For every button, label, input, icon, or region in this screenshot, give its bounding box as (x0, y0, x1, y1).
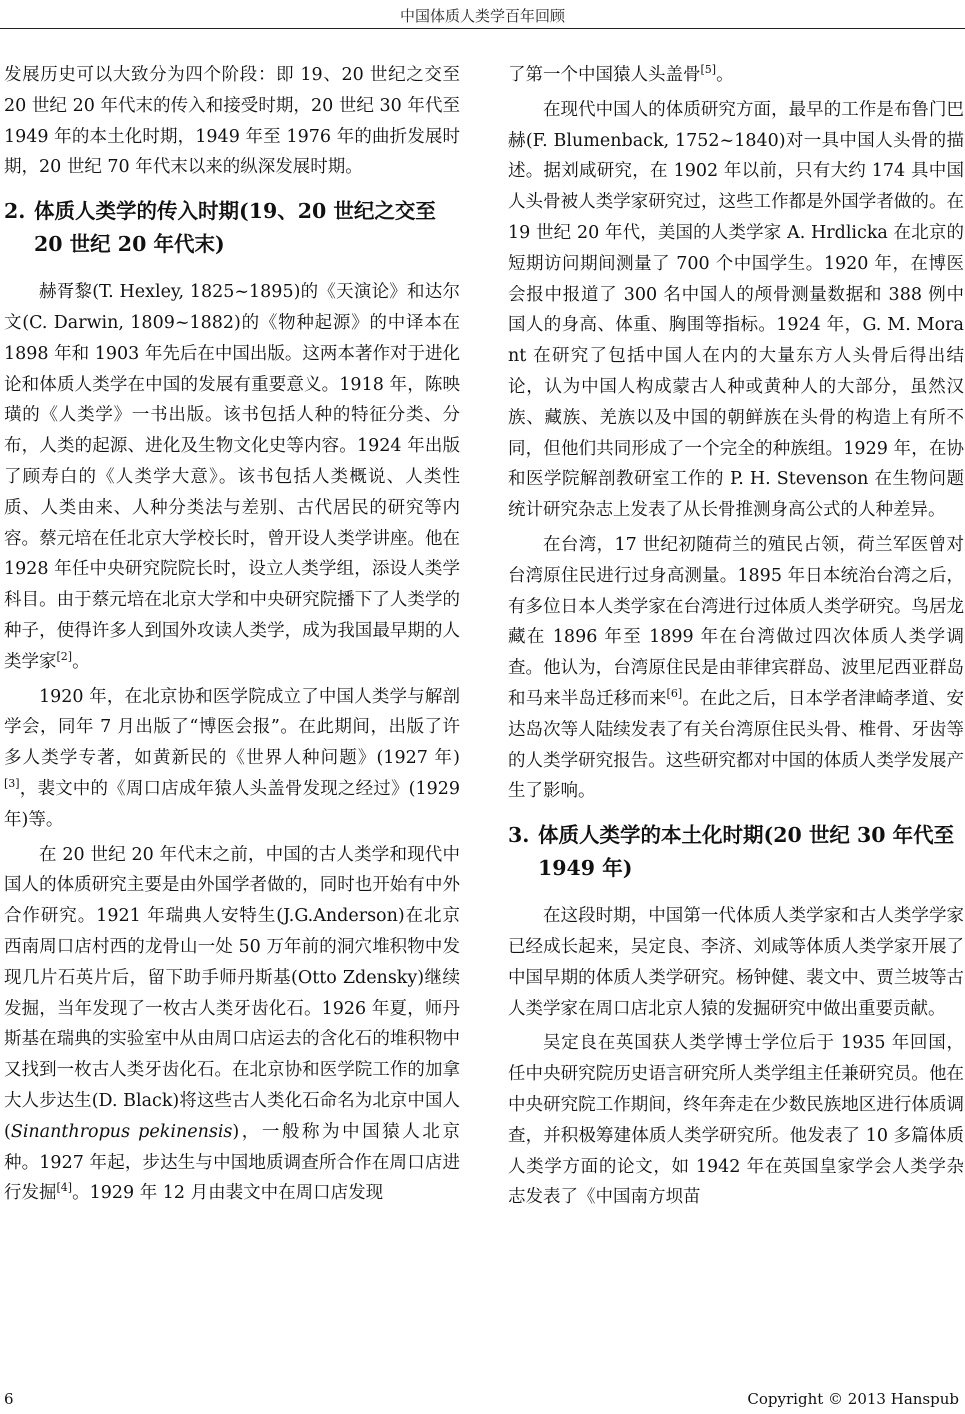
section-2-title: 体质人类学的传入时期(19、20 世纪之交至 20 世纪 20 年代末) (34, 199, 436, 257)
paragraph-wu-dingliang: 吴定良在英国获人类学博士学位后于 1935 年回国，任中央研究院历史语言研究所人类学组主任兼研究员。他在中央研究院工作期间，终年奔走在少数民族地区进行体质调查，并积极筹建体质人类学研究所。他发表了 10 多篇体质人类学方面的论文，如 1942 年在英国皇家学会人类学杂志发表了《中国南方坝苗 (508, 1033, 964, 1208)
header-rule (0, 28, 965, 29)
copyright-notice: Copyright © 2013 Hanspub (747, 1390, 959, 1408)
citation-ref: [6] (666, 686, 683, 700)
paragraph-society: 1920 年，在北京协和医学院成立了中国人类学与解剖学会，同年 7 月出版了“博医会报”。在此期间，出版了许多人类学专著，如黄新民的《世界人种问题》(1927 年)[3]，裴文中的《周口店成年猿人头盖骨发现之经过》(1929 年)等。 (4, 686, 460, 830)
paragraph-continued: 了第一个中国猿人头盖骨[5]。 (508, 63, 734, 85)
citation-ref: [2] (56, 649, 73, 663)
paragraph-taiwan: 在台湾，17 世纪初随荷兰的殖民占领，荷兰军医曾对台湾原住民进行过身高测量。1895 年日本统治台湾之后，有多位日本人类学家在台湾进行过体质人类学研究。鸟居龙藏在 1896 年至 1899 年在台湾做过四次体质人类学调查。他认为，台湾原住民是由菲律宾群岛、波里尼西亚群岛和马来半岛迁移而来[6]。在此之后，日本学者津崎孝道、安达岛次等人陆续发表了有关台湾原住民头骨、椎骨、牙齿等的人类学研究报告。这些研究都对中国的体质人类学发展产生了影响。 (508, 534, 964, 802)
paragraph-zhoukoudian: 在 20 世纪 20 年代末之前，中国的古人类学和现代中国人的体质研究主要是由外国学者做的，同时也开始有中外合作研究。1921 年瑞典人安特生(J.G.Anderson)在北京西南周口店村西的龙骨山一处 50 万年前的洞穴堆积物中发现几片石英片后，留下助手师丹斯基(Otto Zdensky)继续发掘，当年发现了一枚古人类牙齿化石。1926 年夏，师丹斯基在瑞典的实验室中从由周口店运去的含化石的堆积物中又找到一枚古人类牙齿化石。在北京协和医学院工作的加拿大人步达生(D. Black)将这些古人类化石命名为北京中国人(Sinanthropus pekinensis)，一般称为中国猿人北京种。1927 年起，步达生与中国地质调查所合作在周口店进行发掘[4]。1929 年 12 月由裴文中在周口店发现 (4, 844, 461, 1204)
section-3-heading (508, 819, 964, 885)
page-number: 6 (4, 1390, 14, 1408)
species-name-italic: Sinanthropus pekinensis (10, 1121, 233, 1142)
section-3-title: 体质人类学的本土化时期(20 世纪 30 年代至 1949 年) (538, 823, 955, 881)
intro-paragraph: 发展历史可以大致分为四个阶段：即 19、20 世纪之交至 20 世纪 20 年代末的传入和接受时期，20 世纪 30 年代至 1949 年的本土化时期，1949 年至 1976 年的曲折发展时期，20 世纪 70 年代末以来的纵深发展时期。 (4, 65, 460, 178)
section-3-number: 3. (508, 823, 530, 848)
paragraph-translations: 赫胥黎(T. Hexley, 1825~1895)的《天演论》和达尔文(C. Darwin, 1809~1882)的《物种起源》的中译本在 1898 年和 1903 年先后在中国出版。这两本著作对于进化论和体质人类学在中国的发展有重要意义。1918 年，陈映璜的《人类学》一书出版。该书包括人种的特征分类、分布，人类的起源、进化及生物文化史等内容。1924 年出版了顾寿白的《人类学大意》。该书包括人类概说、人类性质、人类由来、人种分类法与差别、古代居民的研究等内容。蔡元培在任北京大学校长时，曾开设人类学讲座。他在 1928 年任中央研究院院长时，设立人类学组，添设人类学科目。由于蔡元培在北京大学和中央研究院播下了人类学的种子，使得许多人到国外攻读人类学，成为我国最早期的人类学家[2]。 (4, 282, 460, 672)
running-title: 中国体质人类学百年回顾 (399, 7, 565, 25)
citation-ref: [3] (4, 776, 20, 790)
paragraph-first-generation: 在这段时期，中国第一代体质人类学家和古人类学学家已经成长起来，吴定良、李济、刘咸等体质人类学家开展了中国早期的体质人类学研究。杨钟健、裴文中、贾兰坡等古人类学家在周口店北京人猿的发掘研究中做出重要贡献。 (508, 906, 964, 1019)
paragraph-modern-chinese: 在现代中国人的体质研究方面，最早的工作是布鲁门巴赫(F. Blumenback, 1752~1840)对一具中国人头骨的描述。据刘咸研究，在 1902 年以前，只有大约 174 具中国人头骨被人类学家研究过，这些工作都是外国学者做的。在 19 世纪 20 年代，美国的人类学家 A. Hrdlicka 在北京的短期访问期间测量了 700 个中国学生。1920 年，在博医会报中报道了 300 名中国人的颅骨测量数据和 388 例中国人的身高、体重、胸围等指标。1924 年，G. M. Morant 在研究了包括中国人在内的大量东方人头骨后得出结论，认为中国人构成蒙古人种或黄种人的大部分，虽然汉族、藏族、羌族以及中国的朝鲜族在头骨的构造上有所不同，但他们共同形成了一个完全的种族组。1929 年，在协和医学院解剖教研室工作的 P. H. Stevenson 在生物问题统计研究杂志上发表了从长骨推测身高公式的人种差异。 (508, 99, 964, 521)
citation-ref: [4] (56, 1181, 73, 1195)
left-column (4, 60, 460, 1213)
citation-ref: [5] (700, 63, 717, 76)
section-2-heading (4, 195, 460, 261)
section-2-number: 2. (4, 199, 26, 224)
right-column (508, 60, 964, 1217)
